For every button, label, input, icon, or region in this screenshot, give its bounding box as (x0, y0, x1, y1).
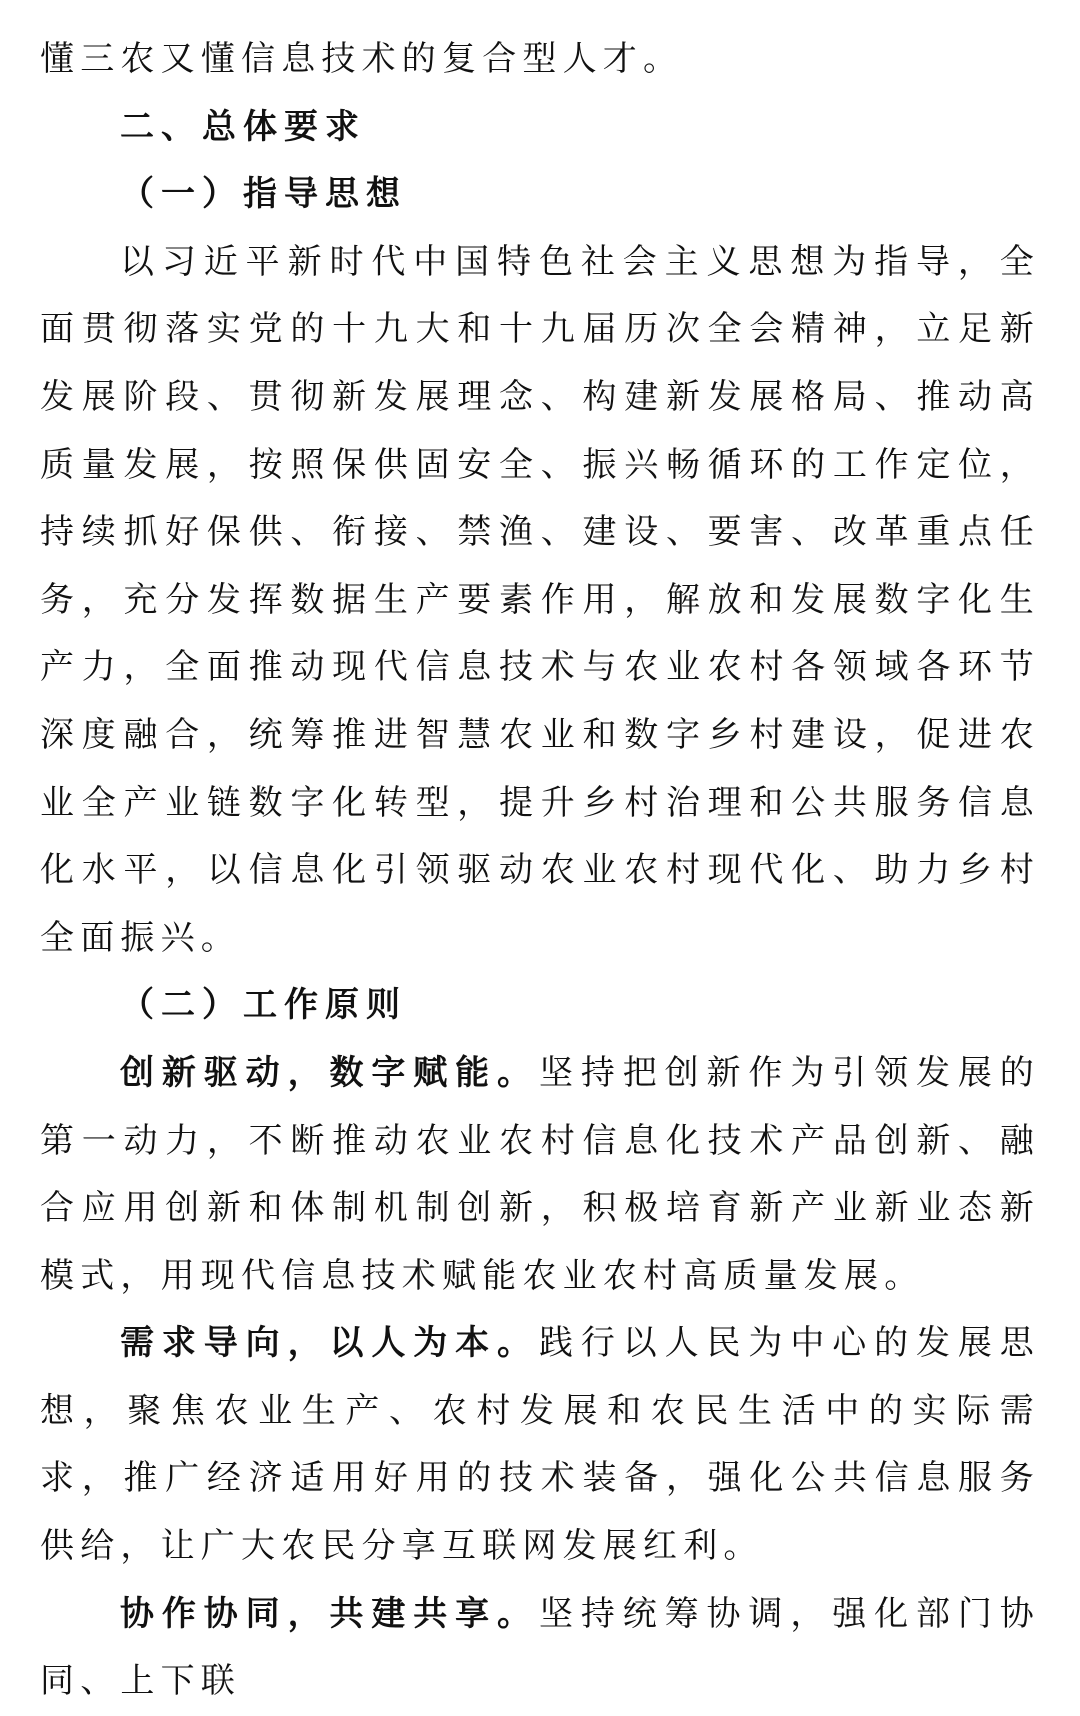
section-heading-general-requirements: 二、总体要求 (120, 106, 366, 147)
paragraph-text: 践行以人民为中心的发展思想，聚焦农业生产、农村发展和农民生活中的实际需求，推广经济适用好用的技术装备，强化公共信息服务供给，让广大农民分享互联网发展红利。 (40, 1323, 1040, 1567)
principle-lead: 协作协同，共建共享。 (120, 1593, 539, 1634)
paragraph-continuation (40, 26, 1040, 94)
principle-lead: 创新驱动，数字赋能。 (120, 1052, 539, 1093)
paragraph-text: 坚持把创新作为引领发展的第一动力，不断推动农业农村信息化技术产品创新、融合应用创新和体制机制创新，积极培育新产业新业态新模式，用现代信息技术赋能农业农村高质量发展。 (40, 1052, 1040, 1296)
subsection-heading-guiding-ideology: （一）指导思想 (120, 174, 407, 215)
paragraph-text: 懂三农又懂信息技术的复合型人才。 (40, 39, 684, 79)
principle-lead: 需求导向，以人为本。 (120, 1323, 539, 1364)
paragraph-text: 以习近平新时代中国特色社会主义思想为指导，全面贯彻落实党的十九大和十九届历次全会精神，立足新发展阶段、贯彻新发展理念、构建新发展格局、推动高质量发展，按照保供固安全、振兴畅循环的工作定位，持续抓好保供、衔接、禁渔、建设、要害、改革重点任务，充分发挥数据生产要素作用，解放和发展数字化生产力，全面推动现代信息技术与农业农村各领域各环节深度融合，统筹推进智慧农业和数字乡村建设，促进农业全产业链数字化转型，提升乡村治理和公共服务信息化水平，以信息化引领驱动农业农村现代化、助力乡村全面振兴。 (40, 241, 1040, 958)
subsection-heading-work-principles: （二）工作原则 (120, 985, 407, 1026)
paragraph-principle-demand (40, 1310, 1040, 1580)
paragraph-text: 坚持统筹协调，强化部门协同、上下联 (40, 1593, 1040, 1702)
paragraph-principle-collaboration (40, 1581, 1040, 1716)
paragraph-principle-innovation (40, 1040, 1040, 1310)
paragraph-guiding-ideology (40, 229, 1040, 973)
